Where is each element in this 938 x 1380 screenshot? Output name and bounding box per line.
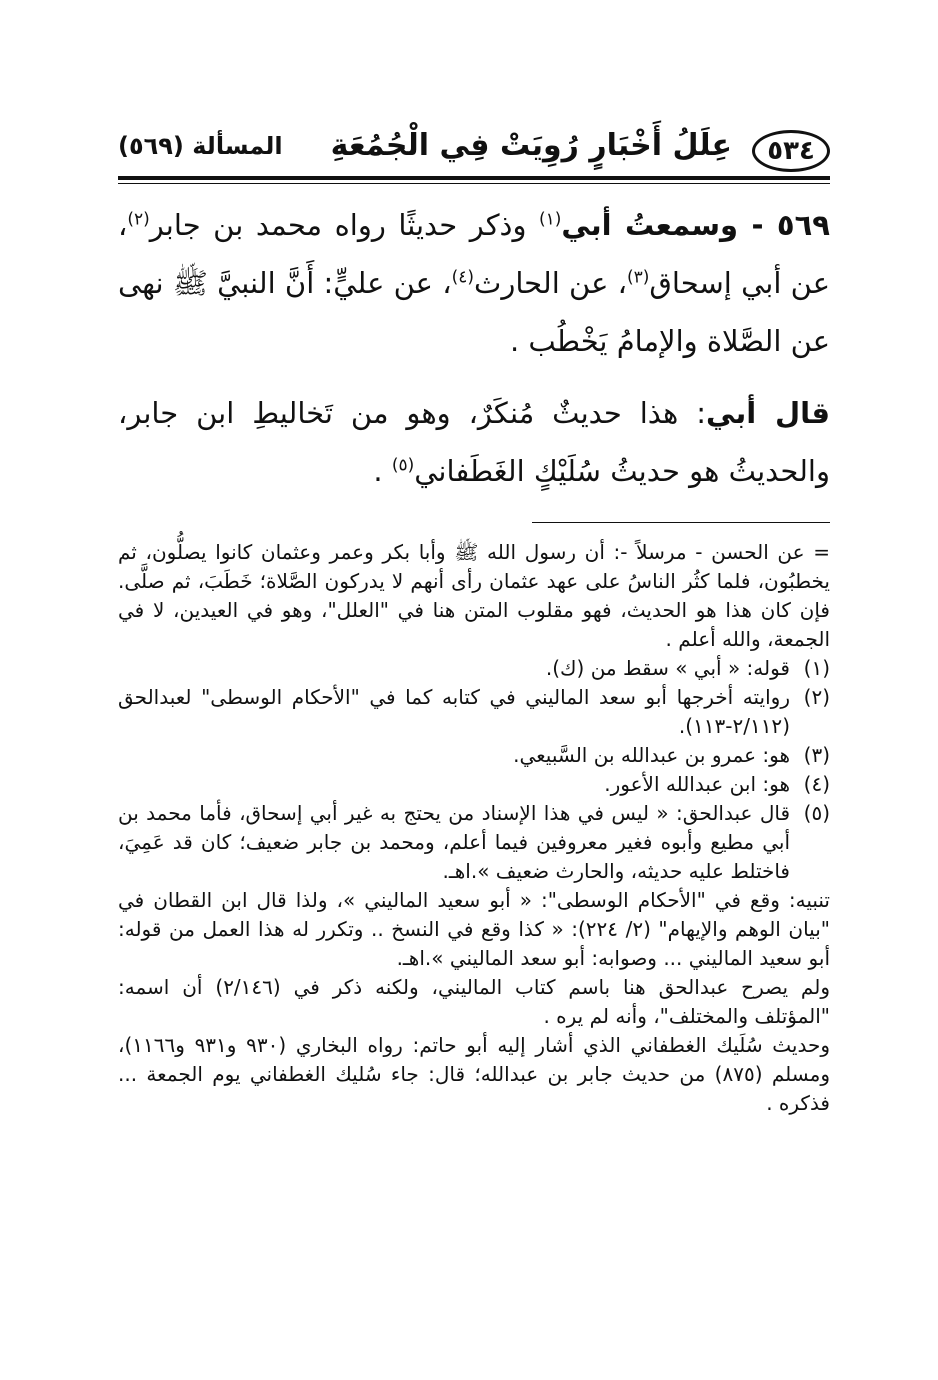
footnote-text: هو: ابن عبدالله الأعور. (604, 772, 790, 796)
hadith-paragraph (118, 196, 830, 370)
footnote-3 (118, 741, 830, 770)
footnote-text: قال عبدالحق: « ليس في هذا الإسناد من يحتج به غير أبي إسحاق، فأما محمد بن أبي مطيع وأبوه فغير معروفين فيما أعلم، ومحمد بن جابر ضعيف؛ كان قد عَمِيَ، فاختلط عليه حديثه، والحارث ضعيف ».اهـ. (118, 801, 790, 883)
footnote-separator (532, 522, 830, 523)
footnote-2 (118, 683, 830, 741)
footnote-tanbih-1: تنبيه: وقع في "الأحكام الوسطى": « أبو سعيد الماليني »، ولذا قال ابن القطان في "بيان الوهم والإيهام" (٢/ ٢٢٤): « كذا وقع في النسخ .. وتكرر له هذا العمل من قوله: أبو سعيد الماليني ... وصوابه: أبو سعد الماليني ».اهـ. (118, 888, 830, 970)
book-title: عِلَلُ أَخْبَارٍ رُوِيَتْ فِي الْجُمُعَةِ (330, 128, 732, 163)
footnote-sulayk: وحديث سُلَيك الغطفاني الذي أشار إليه أبو حاتم: رواه البخاري (٩٣٠ و٩٣١ و١١٦٦)، ومسلم (٨٧٥) من حديث جابر بن عبدالله؛ قال: جاء سُليك الغطفاني يوم الجمعة ... فذكره . (118, 1033, 831, 1115)
hadith-lead: ٥٦٩ - وسمعتُ أبي (561, 208, 830, 242)
footnote-continuation: = عن الحسن - مرسلاً -: أن رسول الله ﷺ وأبا بكر وعمر وعثمان كانوا يصلُّون، ثم يخطبُون، فلما كثُر الناسُ على عهد عثمان رأى أنهم لا يدركون الصَّلاة؛ خَطَبَ، ثم صلَّى. فإن كان هذا هو الحديث، فهو مقلوب المتن هنا في "العلل"، وهو في العيدين، لا في الجمعة، والله أعلم . (118, 540, 830, 651)
footnote-ref-2[interactable]: (٢) (127, 209, 150, 230)
footnote-4 (118, 770, 830, 799)
page-number: ٥٣٤ (752, 130, 830, 172)
header-rule-thin (118, 183, 830, 184)
commentary-text-1: : هذا حديثٌ مُنكَرٌ، وهو من تَخاليطِ ابن جابر، والحديثُ هو حديثُ سُلَيْكٍ الغَطَفاني (118, 396, 830, 488)
footnote-5 (118, 799, 830, 886)
page-header (118, 128, 830, 176)
footnote-number: (٢) (803, 685, 830, 709)
footnote-text: قوله: « أبي » سقط من (ك). (545, 656, 790, 680)
commentary-paragraph (118, 384, 830, 500)
footnote-text: روايته أخرجها أبو سعد الماليني في كتابه كما في "الأحكام الوسطى" لعبدالحق (٢/١١٢-١١٣). (118, 685, 790, 738)
header-rule-thick (118, 176, 830, 180)
hadith-text-1: وذكر حديثًا رواه محمد بن جابر (149, 208, 539, 242)
issue-label: المسألة (٥٦٩) (118, 132, 283, 160)
footnote-number: (١) (803, 656, 830, 680)
footnote-tanbih-2: ولم يصرح عبدالحق هنا باسم كتاب الماليني، ولكنه ذكر في (٢/١٤٦) أن اسمه: "المؤتلف والمختلف"، وأنه لم يره . (118, 975, 830, 1028)
footnotes (118, 538, 830, 1118)
commentary-lead: قال أبي (706, 396, 830, 430)
footnote-ref-1[interactable]: (١) (538, 209, 562, 230)
hadith-text-4: ، عن عليٍّ: أَنَّ النبيَّ ﷺ نهى عن الصَّلاة والإمامُ يَخْطُب . (118, 266, 830, 358)
main-text (118, 196, 830, 500)
footnote-number: (٣) (803, 743, 830, 767)
footnote-number: (٤) (803, 772, 830, 796)
footnote-text: هو: عمرو بن عبدالله بن السَّبيعي. (513, 743, 790, 767)
commentary-text-2: . (373, 454, 392, 488)
footnote-ref-5[interactable]: (٥) (391, 455, 415, 476)
hadith-text-2: ، عن أبي إسحاق (118, 208, 830, 300)
hadith-text-3: ، عن الحارث (474, 266, 627, 300)
footnote-1 (118, 654, 830, 683)
footnote-ref-3[interactable]: (٣) (627, 267, 650, 288)
footnote-ref-4[interactable]: (٤) (451, 267, 475, 288)
footnote-number: (٥) (803, 801, 830, 825)
